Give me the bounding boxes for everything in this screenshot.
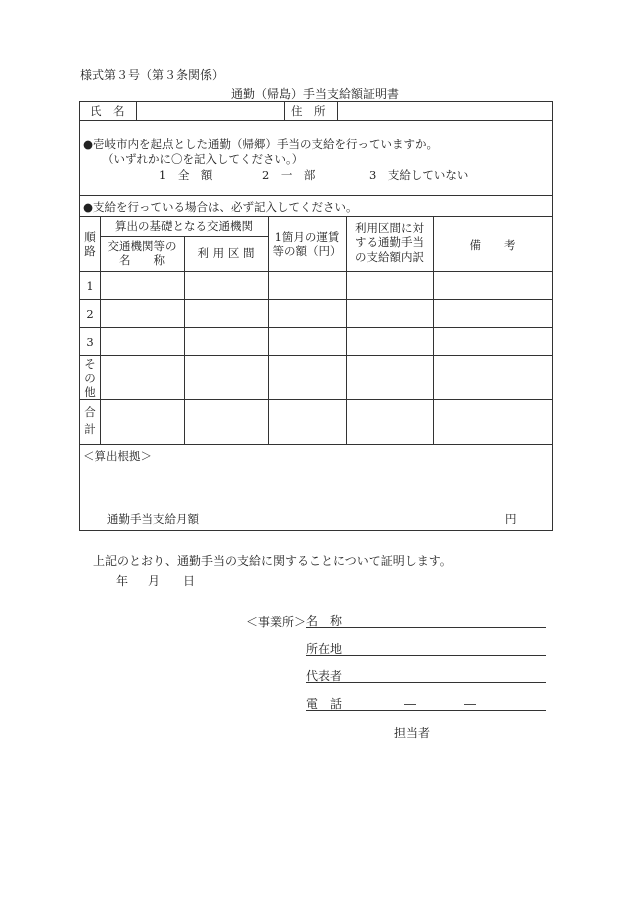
phone-label: 電 話 xyxy=(306,697,343,711)
row-other-label: そ の 他 xyxy=(84,357,96,399)
row-total-label: 合 計 xyxy=(84,405,96,437)
option-none[interactable]: 3 支給していない xyxy=(369,168,469,182)
office-label: ＜事業所＞ xyxy=(246,615,307,629)
name-field[interactable] xyxy=(137,103,283,119)
payment-question: ●壱岐市内を起点とした通勤（帰郷）手当の支給を行っていますか。 xyxy=(83,137,439,151)
row-2-label: 2 xyxy=(86,307,94,321)
transport-group-header: 算出の基礎となる交通機関 xyxy=(115,219,253,233)
option-partial[interactable]: 2 一 部 xyxy=(262,168,316,182)
date-year[interactable]: 年 xyxy=(116,574,129,588)
date-month[interactable]: 月 xyxy=(148,574,161,588)
section-header: 利 用 区 間 xyxy=(197,246,255,260)
monthly-fare-header: 1箇月の運賃 等の額（円） xyxy=(272,230,342,259)
remarks-header: 備 考 xyxy=(469,238,516,252)
phone-value: ― ― xyxy=(356,697,477,711)
office-name-field[interactable] xyxy=(306,612,546,628)
allowance-breakdown-header: 利用区間に対 する通勤手当 の支給額内訳 xyxy=(355,221,424,264)
form-number: 様式第３号（第３条関係） xyxy=(80,68,225,82)
phone-field[interactable] xyxy=(306,695,546,711)
representative-label: 代表者 xyxy=(306,669,343,683)
transport-name-header: 交通機関等の 名 称 xyxy=(107,239,177,268)
name-label: 氏 名 xyxy=(90,104,125,118)
question-instruction: （いずれかに〇を記入してください。） xyxy=(102,152,304,166)
certificate-form xyxy=(79,101,553,531)
basis-label: ＜算出根拠＞ xyxy=(83,449,152,463)
row-1-label: 1 xyxy=(86,279,94,293)
address-label: 住 所 xyxy=(291,104,326,118)
route-header: 順 路 xyxy=(84,230,96,259)
row-3-label: 3 xyxy=(86,335,94,349)
monthly-amount-label: 通勤手当支給月額 xyxy=(107,512,199,526)
certification-text: 上記のとおり、通勤手当の支給に関することについて証明します。 xyxy=(93,554,452,568)
address-field[interactable] xyxy=(338,103,552,119)
office-address-field[interactable] xyxy=(306,640,546,656)
office-name-label: 名 称 xyxy=(306,614,343,628)
person-in-charge-label: 担当者 xyxy=(394,726,431,740)
required-note: ●支給を行っている場合は、必ず記入してください。 xyxy=(83,200,358,214)
date-day[interactable]: 日 xyxy=(183,574,196,588)
representative-field[interactable] xyxy=(306,667,546,683)
document-title: 通勤（帰島）手当支給額証明書 xyxy=(230,87,399,101)
yen-unit: 円 xyxy=(505,512,517,526)
option-full[interactable]: 1 全 額 xyxy=(159,168,213,182)
office-address-label: 所在地 xyxy=(306,642,343,656)
